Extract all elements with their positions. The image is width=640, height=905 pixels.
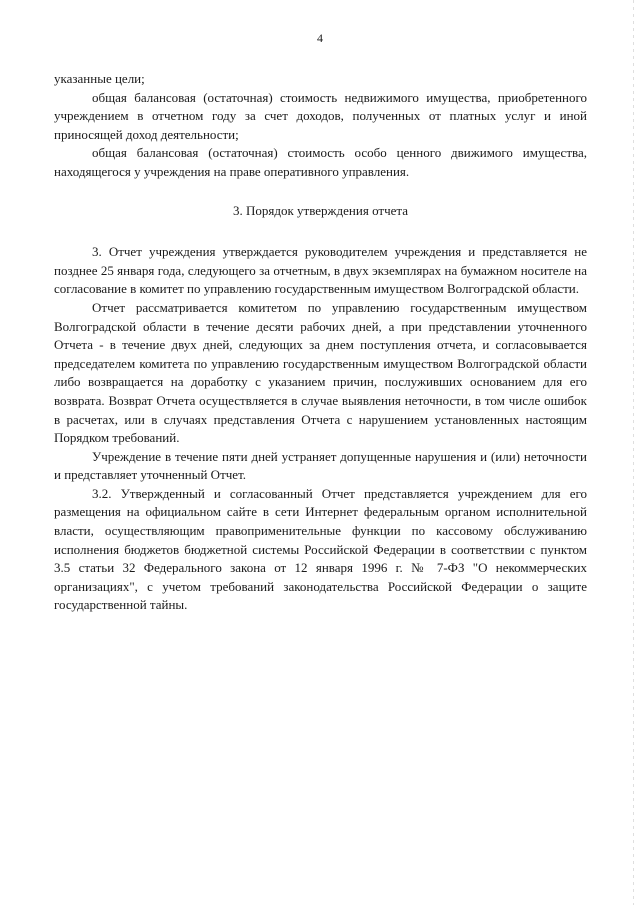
paragraph-report-publication: 3.2. Утвержденный и согласованный Отчет представляется учреждением для его размещения на официальном сайте в сети Интернет федеральным органом исполнительной власти, осуществляющим правоприменительные функции по кассовому обслуживанию исполнения бюджетов бюджетной системы Российской Федерации в соответствии с пунктом 3.5 статьи 32 Федерального закона от 12 января 1996 г. № 7-ФЗ "О некоммерческих организациях", с учетом требований законодательства Российской Федерации о защите государственной тайны. bbox=[54, 485, 587, 613]
section-heading: 3. Порядок утверждения отчета bbox=[233, 202, 408, 218]
page-number: 4 bbox=[317, 31, 323, 45]
paragraph-corrections: Учреждение в течение пяти дней устраняет допущенные нарушения и (или) неточности и представляет уточненный Отчет. bbox=[54, 448, 587, 483]
paragraph-real-estate-value: общая балансовая (остаточная) стоимость недвижимого имущества, приобретенного учреждением в отчетном году за счет доходов, полученных от платных услуг и иной приносящей доход деятельности; bbox=[54, 89, 587, 142]
scan-edge-artifact bbox=[633, 0, 634, 905]
paragraph-report-review: Отчет рассматривается комитетом по управлению государственным имуществом Волгоградской области в течение десяти рабочих дней, а при представлении уточненного Отчета - в течение двух дней, следующих за днем поступления отчета, и согласовывается председателем комитета по управлению государственным имуществом Волгоградской области либо возвращается на доработку с указанием причин, послуживших основанием для его возврата. Возврат Отчета осуществляется в случае выявления неточности, в том числе ошибок в расчетах, или в случаях представления Отчета с нарушением установленных настоящим Порядком требований. bbox=[54, 299, 587, 446]
paragraph-report-approval: 3. Отчет учреждения утверждается руководителем учреждения и представляется не позднее 25 января года, следующего за отчетным, в двух экземплярах на бумажном носителе на согласование в комитет по управлению государственным имуществом Волгоградской области. bbox=[54, 244, 587, 297]
document-body bbox=[54, 70, 587, 615]
paragraph-movable-property-value: общая балансовая (остаточная) стоимость особо ценного движимого имущества, находящегося у учреждения на праве оперативного управления. bbox=[54, 145, 587, 179]
paragraph-continuation: указанные цели; bbox=[54, 71, 145, 86]
